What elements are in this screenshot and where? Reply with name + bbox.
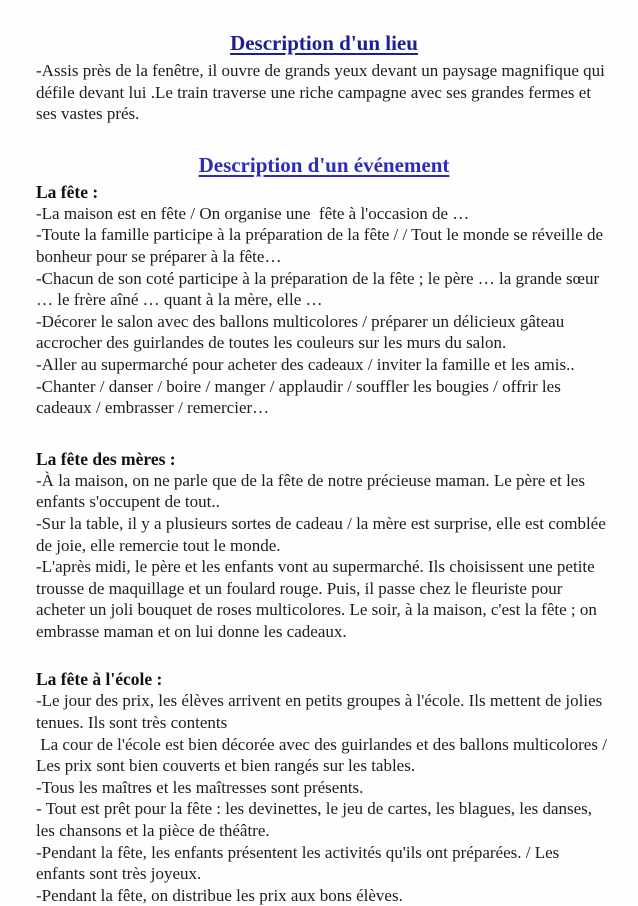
paragraph-description-lieu: -Assis près de la fenêtre, il ouvre de grands yeux devant un paysage magnifique qui défile devant lui .Le train traverse une riche campagne avec ses grandes fermes et ses vastes prés. xyxy=(36,61,610,124)
bullet-line-fete-3: -Chacun de son coté participe à la préparation de la fête ; le père … la grande sœur … le frère aîné … quant à la mère, elle … xyxy=(36,268,604,310)
subsection-title-fete-a-l-ecole: La fête à l'école : xyxy=(36,669,163,690)
bullet-line-meres-1: -À la maison, on ne parle que de la fête de notre précieuse maman. Le père et les enfants s'occupent de tout.. xyxy=(36,470,590,512)
bullet-line-fete-1: -La maison est en fête / On organise une fête à l'occasion de … xyxy=(36,203,470,223)
bullet-line-ecole-2: La cour de l'école est bien décorée avec des guirlandes et des ballons multicolores / Les prix sont bien couverts et bien rangés sur les tables. xyxy=(36,734,612,776)
bullet-line-ecole-6: -Pendant la fête, on distribue les prix aux bons élèves. xyxy=(36,885,403,905)
bullet-line-fete-2: -Toute la famille participe à la préparation de la fête / / Tout le monde se réveille de bonheur pour se préparer à la fête… xyxy=(36,225,608,266)
bullet-line-ecole-5: -Pendant la fête, les enfants présentent les activités qu'ils ont préparées. / Les enfants sont très joyeux. xyxy=(36,842,564,884)
subsection-title-fete-des-meres: La fête des mères : xyxy=(36,448,176,469)
section-heading-lieu: Description d'un lieu xyxy=(230,31,418,55)
bullet-line-fete-4: -Décorer le salon avec des ballons multicolores / préparer un délicieux gâteau accrocher des guirlandes de toutes les couleurs sur les murs du salon. xyxy=(36,311,569,353)
bullet-line-ecole-1: -Le jour des prix, les élèves arrivent en petits groupes à l'école. Ils mettent de jolies tenues. Ils sont très contents xyxy=(36,691,607,733)
section-heading-evenement: Description d'un événement xyxy=(198,152,450,177)
bullet-line-fete-6: -Chanter / danser / boire / manger / applaudir / souffler les bougies / offrir les cadeaux / embrasser / remercier… xyxy=(36,376,566,418)
subsection-title-fete: La fête : xyxy=(36,181,99,202)
bullet-line-fete-5: -Aller au supermarché pour acheter des cadeaux / inviter la famille et les amis.. xyxy=(36,354,575,374)
bullet-line-meres-3: -L'après midi, le père et les enfants vont au supermarché. Ils choisissent une petite trousse de maquillage et un foulard rouge. Puis, il passe chez le fleuriste pour acheter un joli bouquet de roses multicolores. Le soir, à la maison, c'est la fête ; on embrasse maman et on lui donne les cadeaux. xyxy=(36,557,602,641)
bullet-line-meres-2: -Sur la table, il y a plusieurs sortes de cadeau / la mère est surprise, elle est comblée de joie, elle remercie tout le monde. xyxy=(36,513,611,555)
bullet-line-ecole-3: -Tous les maîtres et les maîtresses sont présents. xyxy=(36,777,364,797)
bullet-line-ecole-4: - Tout est prêt pour la fête : les devinettes, le jeu de cartes, les blagues, les danses, les chansons et la pièce de théâtre. xyxy=(36,799,597,841)
